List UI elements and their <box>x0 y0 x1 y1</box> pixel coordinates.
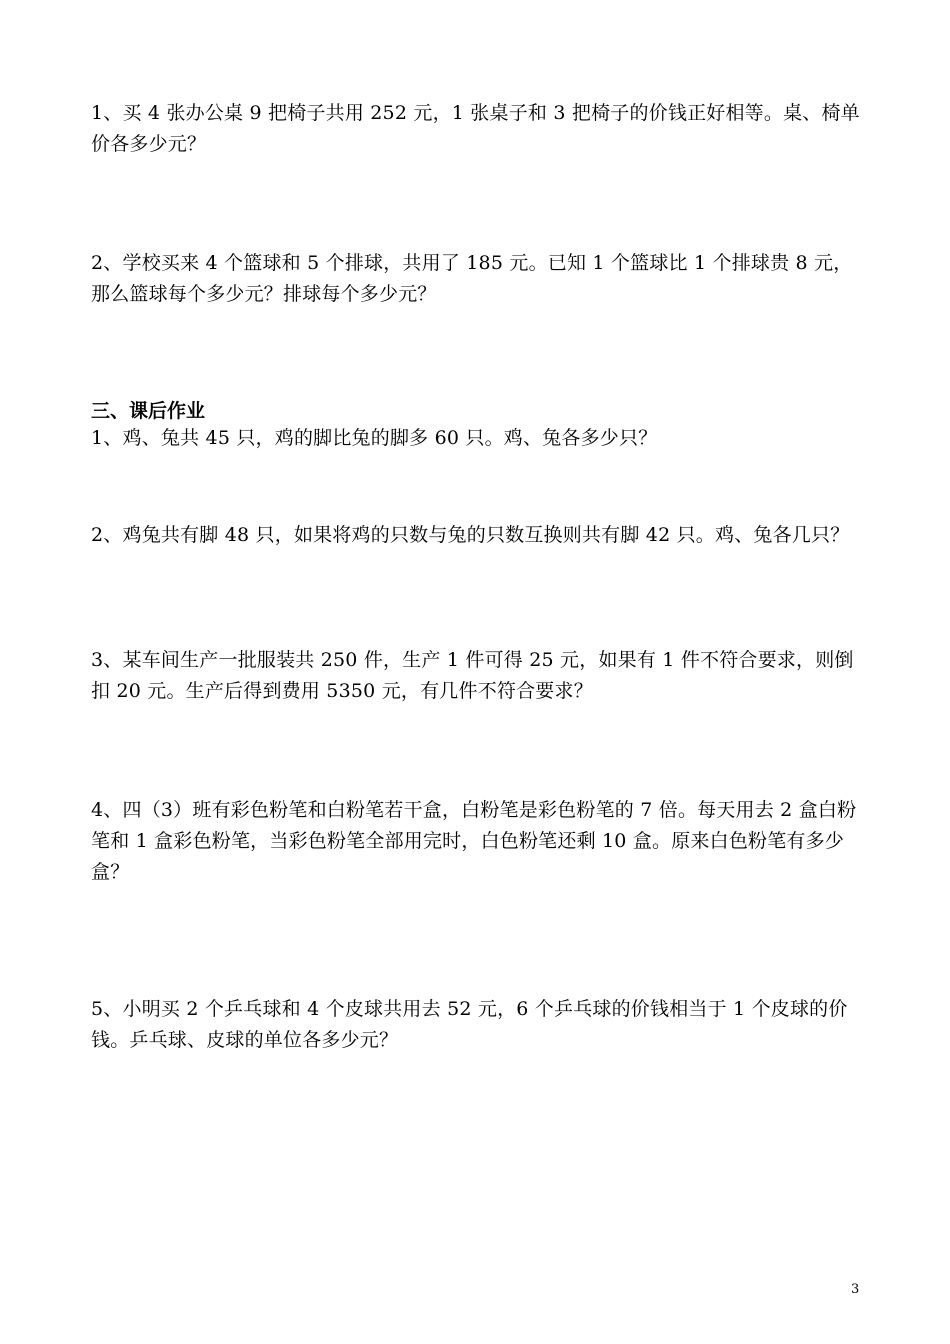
practice-problem-1: 1、买 4 张办公桌 9 把椅子共用 252 元，1 张桌子和 3 把椅子的价钱正好相等。桌、椅单价各多少元？ <box>91 102 860 155</box>
homework-problem-1: 1、鸡、兔共 45 只，鸡的脚比兔的脚多 60 只。鸡、兔各多少只？ <box>91 427 658 449</box>
homework-problem-5: 5、小明买 2 个乒乓球和 4 个皮球共用去 52 元，6 个乒乓球的价钱相当于 1 个皮球的价钱。乒乓球、皮球的单位各多少元？ <box>91 998 848 1051</box>
homework-problem-4: 4、四（3）班有彩色粉笔和白粉笔若干盒，白粉笔是彩色粉笔的 7 倍。每天用去 2 盒白粉笔和 1 盒彩色粉笔，当彩色粉笔全部用完时，白色粉笔还剩 10 盒。原来白色粉笔有多少盒？ <box>91 799 857 883</box>
section-heading-homework: 三、课后作业 <box>91 400 206 422</box>
homework-problem-3: 3、某车间生产一批服装共 250 件，生产 1 件可得 25 元，如果有 1 件不符合要求，则倒扣 20 元。生产后得到费用 5350 元，有几件不符合要求？ <box>91 649 854 702</box>
homework-problem-2: 2、鸡兔共有脚 48 只，如果将鸡的只数与兔的只数互换则共有脚 42 只。鸡、兔各几只？ <box>91 524 850 546</box>
practice-problem-2: 2、学校买来 4 个篮球和 5 个排球，共用了 185 元。已知 1 个篮球比 1 个排球贵 8 元，那么篮球每个多少元？排球每个多少元？ <box>91 252 853 305</box>
page-number: 3 <box>851 1282 860 1297</box>
